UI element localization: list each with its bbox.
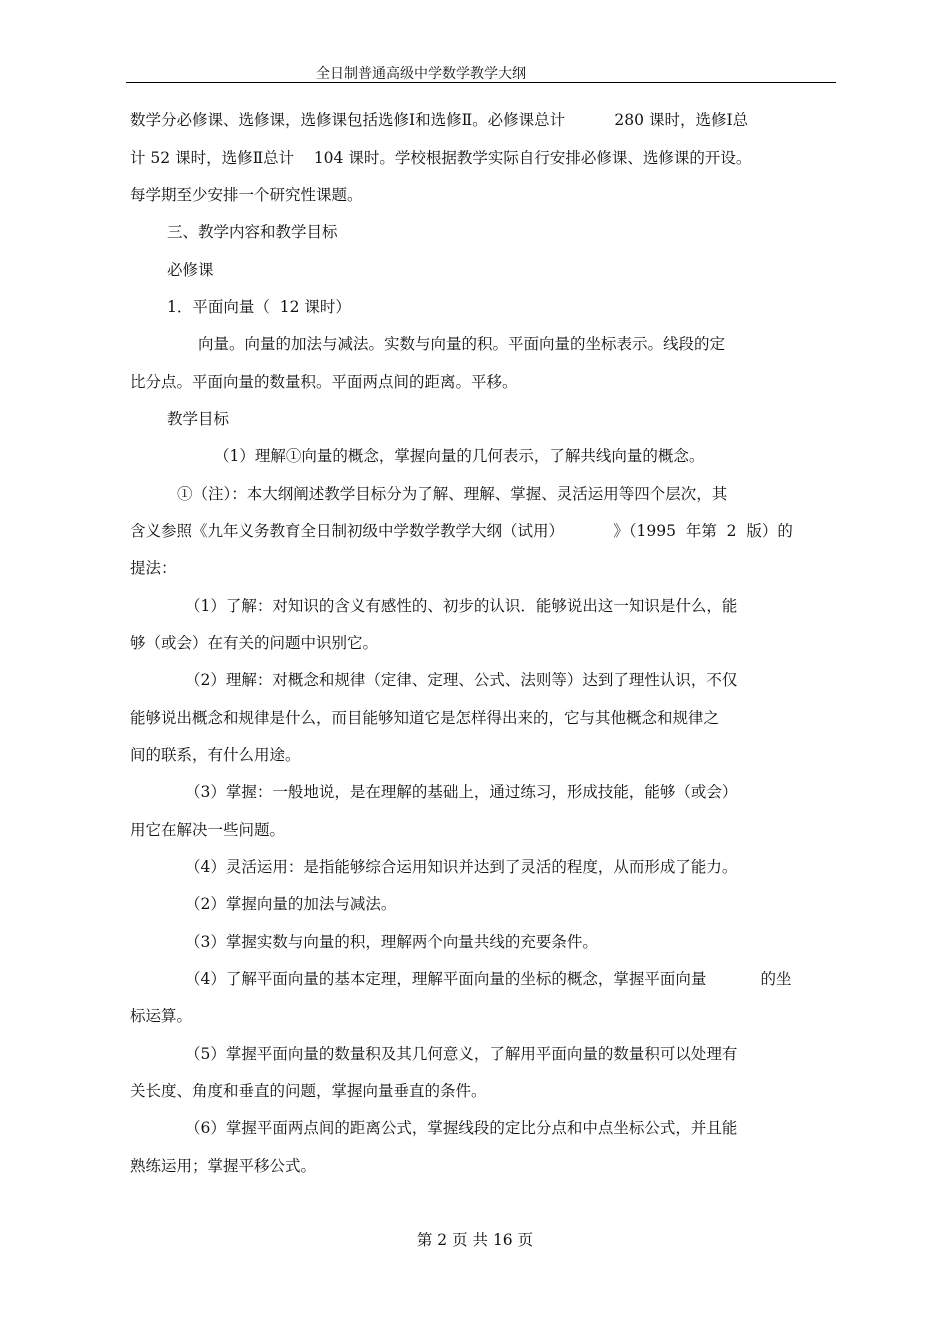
header-rule [126,82,836,83]
level-line-2: 够（或会）在有关的问题中识别它。 [130,634,379,652]
level-line-3: （2）理解：对概念和规律（定律、定理、公式、法则等）达到了理性认识，不仅 [185,671,738,689]
page-number: 第 2 页 共 16 页 [416,1231,534,1249]
required-heading: 必修课 [167,261,214,279]
note-line-3: 提法： [130,559,177,577]
objective-1: （1）理解①向量的概念，掌握向量的几何表示，了解共线向量的概念。 [214,447,705,465]
objective-6-line-2: 熟练运用；掌握平移公式。 [130,1157,317,1175]
content-line-1: 向量。向量的加法与减法。实数与向量的积。平面向量的坐标表示。线段的定 [198,335,726,353]
level-line-4: 能够说出概念和规律是什么，而目能够知道它是怎样得出来的，它与其他概念和规律之 [130,709,720,727]
note-line-2: 含义参照《九年义务教育全日制初级中学数学教学大纲（试用） 》（1995 年第 2 版）的 [130,522,793,540]
section-title: 三、教学内容和教学目标 [167,223,338,241]
objective-6-line-1: （6）掌握平面两点间的距离公式，掌握线段的定比分点和中点坐标公式，并且能 [185,1119,738,1137]
objectives-heading: 教学目标 [167,410,230,428]
note-line-1: ①（注）：本大纲阐述教学目标分为了解、理解、掌握、灵活运用等四个层次，其 [177,485,728,503]
intro-line-1: 数学分必修课、选修课，选修课包括选修Ⅰ和选修Ⅱ。必修课总计 280 课时，选修Ⅰ总 [130,111,749,129]
level-line-8: （4）灵活运用：是指能够综合运用知识并达到了灵活的程度，从而形成了能力。 [185,858,738,876]
objective-4-line-2: 标运算。 [130,1007,193,1025]
intro-line-2: 计 52 课时，选修Ⅱ总计 104 课时。学校根据教学实际自行安排必修课、选修课的开设。 [130,149,752,167]
objective-2: （2）掌握向量的加法与减法。 [185,895,397,913]
level-line-7: 用它在解决一些问题。 [130,821,286,839]
level-line-1: （1）了解：对知识的含义有感性的、初步的认识．能够说出这一知识是什么，能 [185,597,738,615]
objective-5-line-1: （5）掌握平面向量的数量积及其几何意义，了解用平面向量的数量积可以处理有 [185,1045,738,1063]
objective-4-line-1: （4）了解平面向量的基本定理，理解平面向量的坐标的概念，掌握平面向量 的坐 [185,970,792,988]
header-title: 全日制普通高级中学数学教学大纲 [316,66,526,82]
content-line-2: 比分点。平面向量的数量积。平面两点间的距离。平移。 [130,373,518,391]
intro-line-3: 每学期至少安排一个研究性课题。 [130,186,363,204]
objective-3: （3）掌握实数与向量的积，理解两个向量共线的充要条件。 [185,933,598,951]
level-line-5: 间的联系，有什么用途。 [130,746,301,764]
objective-5-line-2: 关长度、角度和垂直的问题，掌握向量垂直的条件。 [130,1082,487,1100]
level-line-6: （3）掌握：一般地说，是在理解的基础上，通过练习，形成技能，能够（或会） [185,783,738,801]
unit-title: 1．平面向量（ 12 课时） [167,298,351,316]
